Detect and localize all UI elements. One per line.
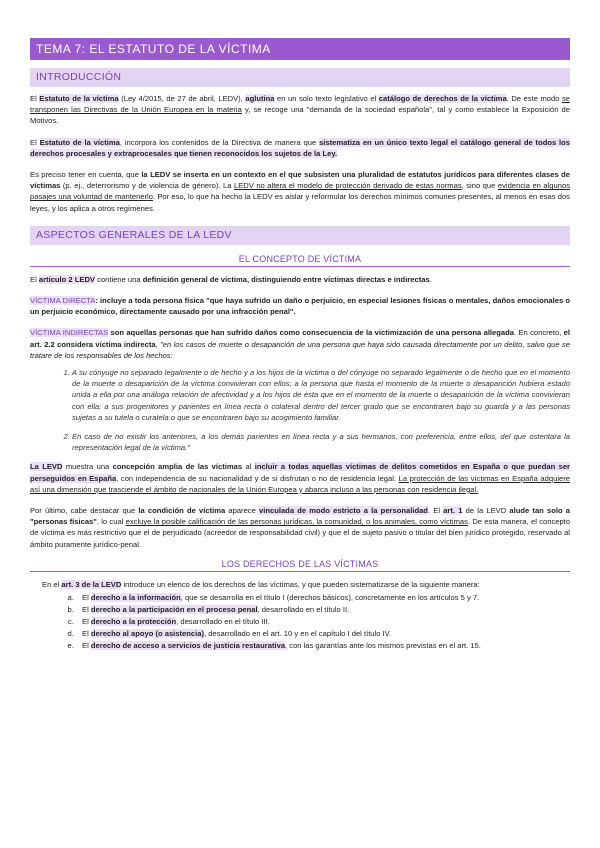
paragraph-victima-indirecta: VÍCTIMA INDIRECTAS son aquellas personas que han sufrido daños como consecuencia de la victimización de una persona allegada. En concreto, el art. 2.2 considera víctima indirecta, "en los casos de muerte o desaparición de una persona que haya sido causada directamente por un delito, salvo que se tratare de los responsables de los hechos: bbox=[30, 328, 570, 360]
page-title: TEMA 7: EL ESTATUTO DE LA VÍCTIMA bbox=[30, 38, 570, 60]
list-item: 2. En caso de no existir los anteriores, a los demás parientes en línea recta y a sus hermanos, con preferencia, entre ellos, del que ostentara la representación legal de la víctima." bbox=[72, 431, 570, 453]
list-item: c. El derecho a la protección, desarrollado en el título III. bbox=[76, 616, 570, 628]
paragraph-art3: En el art. 3 de la LEVD introduce un elenco de los derechos de las víctimas, y que pueden sistematizarse de la siguiente manera: bbox=[42, 579, 480, 589]
paragraph-intro-3: Es preciso tener en cuenta, que la LEDV se inserta en un contexto en el que subsisten una pluralidad de estatutos jurídicos para diferentes clases de víctimas (p. ej., deterrorismo y de violencia de género). La LEDV no altera el modelo de protección derivado de estas normas, sino que evidencia en algunos pasajes una voluntad de mantenerlo. Por eso, lo que ha hecho la LEDV es aislar y reformular los derechos mínimos comunes presentes, al menos en esas dos leyes, y los aplica a otros regímenes. bbox=[30, 170, 570, 213]
list-item: b. El derecho a la participación en el proceso penal, desarrollado en el título II. bbox=[76, 604, 570, 616]
paragraph-concepto-1: El artículo 2 LEDV contiene una definición general de víctima, distinguiendo entre víctimas directas e indirectas. bbox=[30, 274, 432, 284]
subheading-concepto-victima: EL CONCEPTO DE VÍCTIMA bbox=[30, 254, 570, 267]
list-item: e. El derecho de acceso a servicios de justicia restaurativa, con las garantías ante los mismos previstas en el art. 15. bbox=[76, 640, 570, 652]
paragraph-intro-2: El Estatuto de la víctima, incorpora los contenidos de la Directiva de manera que sistematiza en un único texto legal el catálogo general de todos los derechos procesales y extraprocesales que tienen reconocidos los sujetos de la Ley. bbox=[30, 137, 571, 158]
rights-list bbox=[30, 592, 570, 652]
paragraph-concepcion-amplia: La LEVD muestra una concepción amplia de las víctimas al incluir a todas aquellas víctimas de delitos cometidos en España o que puedan ser perseguidos en España, con independencia de su nacionalidad y de si disfrutan o no de residencia legal. La protección de las víctimas en España adquiere así una dimensión que trasciende el ámbito de nacionales de la Unión Europea y abarca incluso a las personas con residencia ilegal. bbox=[30, 462, 570, 494]
paragraph-personalidad: Por último, cabe destacar que la condición de víctima aparece vinculada de modo estricto a la personalidad. El art. 1 de la LEVD alude tan solo a "personas físicas", lo cual excluye la posible calificación de las personas jurídicas, la comunidad, o los animales, como víctimas. De esta manera, el concepto de víctima es más restrictivo que el de perjudicado (acreedor de responsabilidad civil) y que el de sujeto pasivo o titular del bien jurídico protegido, reservado al ámbito puramente jurídico-penal. bbox=[30, 506, 571, 549]
paragraph-intro-1: El Estatuto de la víctima (Ley 4/2015, de 27 de abril, LEDV), aglutina en un solo texto legislativo el catálogo de derechos de la víctima. De este modo se transponen las Directivas de la Unión Europea en la materia y, se recoge una "demanda de la sociedad española", tal y como establece la Exposición de Motivos. bbox=[30, 94, 571, 126]
indirect-victims-list bbox=[30, 367, 570, 453]
list-item: 1. A su cónyuge no separado legalmente o de hecho y a los hijos de la víctima o del cónyuge no separado legalmente o de hecho que en el momento de la muerte o desaparición de la víctima convivieran con ellos; a la persona que hasta el momento de la muerte o desaparición hubiera estado unida a ella por una análoga relación de afectividad y a los hijos de ésta que en el momento de la muerte o desaparición de la víctima convivieran con ella; a sus progenitores y parientes en línea recta o colateral dentro del tercer grado que se encontraren bajo su guarda y a las personas sujetas a su tutela o curatela o que se encontraren bajo su acogimiento familiar. bbox=[72, 367, 570, 423]
section-heading-introduccion: INTRODUCCIÓN bbox=[30, 68, 570, 87]
list-item: a. El derecho a la información, que se desarrolla en el título I (derechos básicos), concretamente en los artículos 5 y 7. bbox=[76, 592, 570, 604]
section-heading-aspectos: ASPECTOS GENERALES DE LA LEDV bbox=[30, 226, 570, 245]
paragraph-victima-directa: VÍCTIMA DIRECTA: incluye a toda persona física "que haya sufrido un daño o perjuicio, en especial lesiones físicas o mentales, daños emocionales o un perjuicio económico, directamente causado por una infracción penal". bbox=[30, 296, 570, 317]
document-page bbox=[30, 38, 570, 652]
list-item: d. El derecho al apoyo (o asistencia), desarrollado en el art. 10 y en el capítulo I del título IV. bbox=[76, 628, 570, 640]
subheading-derechos-victimas: LOS DERECHOS DE LAS VÍCTIMAS bbox=[30, 559, 570, 572]
